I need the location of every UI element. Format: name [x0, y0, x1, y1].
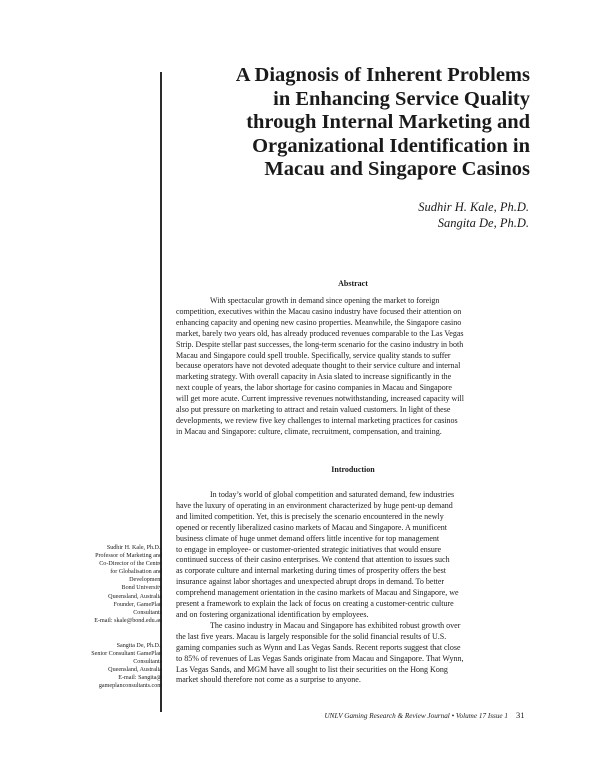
abstract-line: marketing strategy. With overall capacity in Asia slated to increase significantly in the: [176, 372, 452, 382]
bio-line: Co-Director of the Centre: [99, 561, 162, 568]
abstract-line: will get more acute. Current impressive revenues notwithstanding, increased capacity will: [176, 394, 464, 404]
author-kale: Sudhir H. Kale, Ph.D.: [418, 200, 529, 214]
intro-line: present a framework to explain the lack of focus on creating a customer-centric culture: [176, 599, 454, 609]
abstract-line: developments, we review five key challenges to internal marketing practices for casinos: [176, 415, 458, 425]
intro-line: continued success of their casino enterprises. We contend that attention to issues such: [176, 555, 450, 565]
bio-line: Queensland, Australia: [108, 667, 162, 674]
bio-line: Senior Consultant GamePlan: [91, 651, 162, 658]
title-line: in Enhancing Service Quality: [273, 87, 530, 110]
introduction-heading: Introduction: [331, 465, 375, 474]
bio-line: for Globalisation and: [110, 569, 162, 576]
introduction-text: [176, 490, 530, 686]
title-line: Organizational Identification in: [252, 134, 530, 157]
bio-line: Sangita De, Ph.D.,: [116, 643, 162, 649]
intro-line: to 85% of revenues of Las Vegas Sands originate from Macau and Singapore. That Wynn,: [176, 653, 464, 663]
abstract-line: next couple of years, the labor shortage for casino companies in Macau and Singapore: [176, 383, 452, 393]
abstract-line: With spectacular growth in demand since opening the market to foreign: [210, 296, 440, 305]
intro-line: the last five years. Macau is largely responsible for the solid financial results of U.S.: [176, 631, 447, 641]
bio-line: Development: [129, 577, 162, 584]
intro-line: gaming companies such as Wynn and Las Vegas Sands. Recent reports suggest that close: [176, 642, 461, 652]
intro-line: and on fostering organizational identification by employees.: [176, 609, 369, 619]
email-link-domain[interactable]: gameplanconsultants.com: [98, 683, 162, 690]
abstract-line: in Macau and Singapore: culture, climate, recruitment, compensation, and training.: [176, 426, 442, 436]
author-de: Sangita De, Ph.D.: [437, 216, 529, 230]
email-link[interactable]: E-mail: Sangita@: [118, 675, 162, 682]
author-bio-de: [52, 642, 162, 691]
intro-line: opened or recently liberalized casino markets of Macau and Singapore. A munificent: [176, 522, 448, 532]
bio-line: Founder, GamePlan: [113, 601, 162, 608]
abstract-line: competition, executives within the Macau casino industry have focused their attention on: [176, 306, 462, 316]
title-line: through Internal Marketing and: [246, 111, 530, 133]
title-line: Macau and Singapore Casinos: [264, 158, 530, 180]
article-title: [168, 64, 530, 182]
abstract-line: enhancing capacity and opening new casino properties. Meanwhile, the Singapore casino: [176, 317, 462, 327]
intro-line: comprehend management orientation in the casino markets of Macau and Singapore, we: [176, 588, 459, 598]
intro-line: as corporate culture and internal marketing during times of prosperity offers the best: [176, 566, 446, 576]
bio-line: Consultants: [133, 659, 162, 666]
intro-line: insurance against labor shortages and unexpected abrupt drops in demand. To better: [176, 577, 445, 587]
email-link[interactable]: E-mail: skale@bond.edu.au: [94, 617, 162, 624]
intro-line: In today’s world of global competition and saturated demand, few industries: [210, 490, 455, 499]
author-bio-kale: [52, 544, 162, 625]
intro-line: to engage in employee- or customer-oriented strategic initiatives that would ensure: [176, 544, 442, 554]
bio-line: Professor of Marketing and: [95, 553, 162, 560]
abstract-heading: Abstract: [338, 279, 368, 288]
page-number: 31: [516, 710, 525, 720]
intro-line: have the luxury of operating in an environment characterized by huge pent-up demand: [176, 500, 453, 510]
bio-line: Bond University: [121, 585, 162, 592]
abstract-line: because operators have not devoted adequate thought to their service culture and internal: [176, 361, 461, 371]
authors: [300, 199, 529, 231]
bio-line: Consultants: [133, 609, 162, 616]
abstract-line: market, barely two years old, has already produced revenues comparable to the Las Vegas: [176, 328, 464, 338]
abstract-line: also put pressure on marketing to attract and retain valued customers. In light of these: [176, 405, 451, 415]
intro-line: and limited competition. Yet, this is precisely the scenario encountered in the newly: [176, 511, 444, 521]
abstract-line: Macau and Singapore could spell trouble. Specifically, service quality stands to suffer: [176, 350, 451, 360]
intro-line: The casino industry in Macau and Singapore has exhibited robust growth over: [210, 620, 461, 630]
abstract-line: Strip. Despite stellar past successes, the long-term scenario for the casino industry in both: [176, 339, 464, 349]
title-line: A Diagnosis of Inherent Problems: [235, 64, 530, 86]
intro-line: Las Vegas Sands, and MGM have all sought to list their securities on the Hong Kong: [176, 664, 448, 674]
abstract-text: [176, 296, 530, 438]
bio-line: Queensland, Australia: [108, 593, 162, 600]
bio-line: Sudhir H. Kale, Ph.D.,: [106, 545, 162, 551]
intro-line: business climate of huge unmet demand offers little incentive for top management: [176, 533, 440, 543]
intro-line: market should therefore not come as a surprise to anyone.: [176, 675, 361, 685]
journal-footer: UNLV Gaming Research & Review Journal • Volume 17 Issue 1: [324, 712, 508, 720]
